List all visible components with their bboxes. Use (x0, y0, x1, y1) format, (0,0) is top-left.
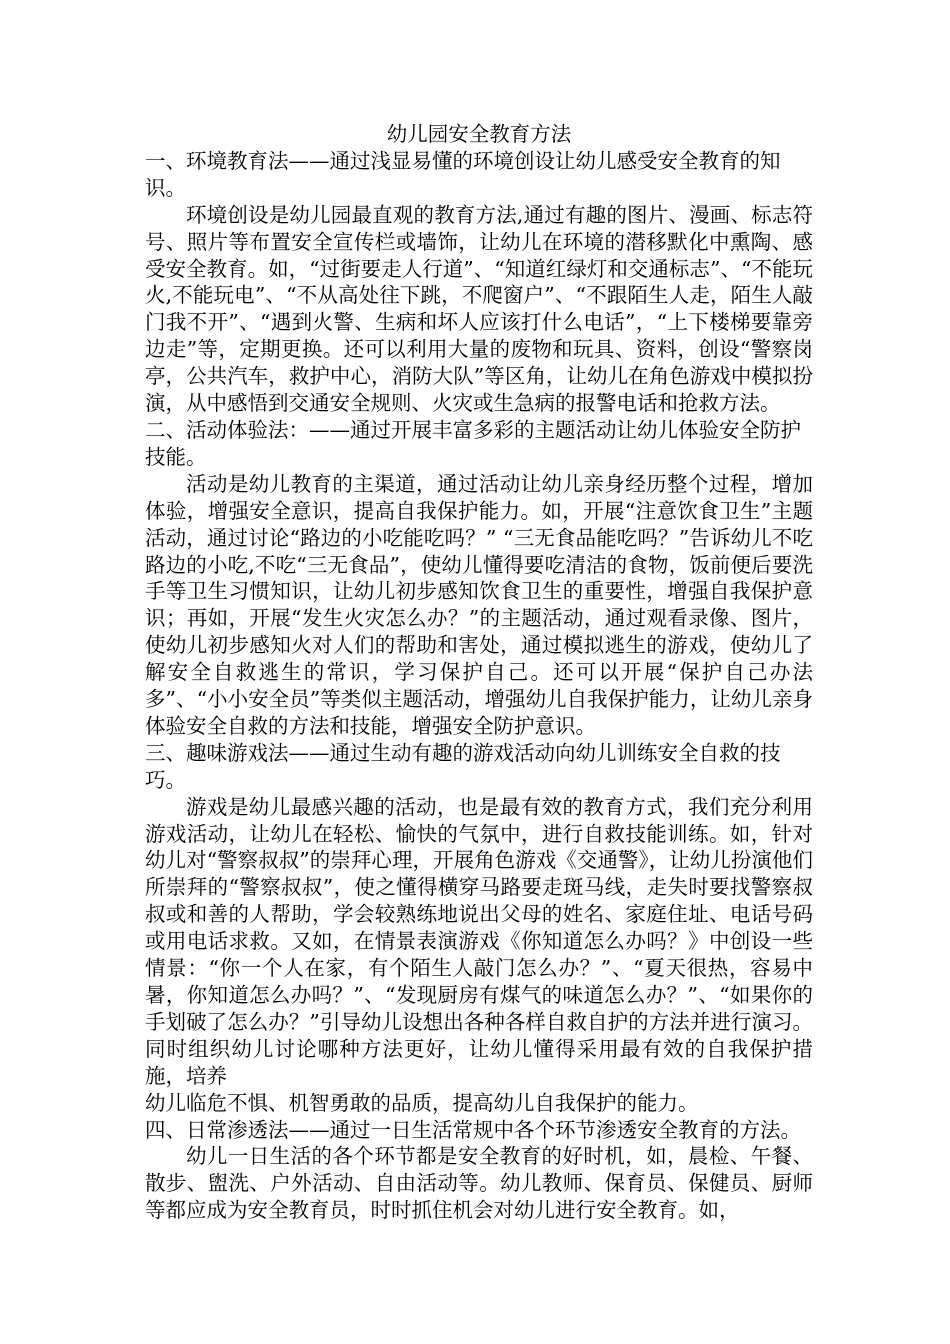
section-heading-4: 四、日常渗透法——通过一日生活常规中各个环节渗透安全教育的方法。 (145, 1117, 801, 1142)
section-paragraph-1: 环境创设是幼儿园最直观的教育方法,通过有趣的图片、漫画、标志符号、照片等布置安全宣传栏或墙饰，让幼儿在环境的潜移默化中熏陶、感受安全教育。如，“过街要走人行道”、“知道红绿灯和交通标志”、“不能玩火,不能玩电”、“不从高处往下跳，不爬窗户”、“不跟陌生人走，陌生人敲门我不开”、“遇到火警、生病和坏人应该打什么电话”，“上下楼梯要靠旁边走”等，定期更换。还可以利用大量的废物和玩具、资料，创设“警察岗亭，公共汽车，救护中心，消防大队”等区角，让幼儿在角色游戏中模拟扮演，从中感悟到交通安全规则、火灾或生急病的报警电话和抢救方法。 (145, 202, 813, 416)
section-heading-1: 一、环境教育法——通过浅显易懂的环境创设让幼儿感受安全教育的知识。 (145, 148, 781, 200)
section-heading-3: 三、趣味游戏法——通过生动有趣的游戏活动向幼儿训练安全自救的技巧。 (145, 740, 781, 792)
document-title: 幼儿园安全教育方法 (386, 122, 572, 146)
section-heading-2: 二、活动体验法：——通过开展丰富多彩的主题活动让幼儿体验安全防护技能。 (145, 417, 801, 469)
document-page (145, 121, 813, 1224)
section-paragraph-2: 活动是幼儿教育的主渠道，通过活动让幼儿亲身经历整个过程，增加体验，增强安全意识，提高自我保护能力。如，开展“注意饮食卫生”主题活动，通过讨论“路边的小吃能吃吗？” “三无食品能吃吗？”告诉幼儿不吃路边的小吃,不吃“三无食品”，使幼儿懂得要吃清洁的食物，饭前便后要洗手等卫生习惯知识，让幼儿初步感知饮食卫生的重要性，增强自我保护意识；再如，开展“发生火灾怎么办？”的主题活动，通过观看录像、图片，使幼儿初步感知火对人们的帮助和害处，通过模拟逃生的游戏，使幼儿了解安全自救逃生的常识，学习保护自己。还可以开展“保护自己办法多”、“小小安全员”等类似主题活动，增强幼儿自我保护能力，让幼儿亲身体验安全自救的方法和技能，增强安全防护意识。 (145, 471, 813, 738)
section-paragraph-4: 幼儿一日生活的各个环节都是安全教育的好时机，如，晨检、午餐、散步、盥洗、户外活动、自由活动等。幼儿教师、保育员、保健员、厨师等都应成为安全教育员，时时抓住机会对幼儿进行安全教育。如， (145, 1144, 813, 1223)
section-paragraph-3-continuation: 幼儿临危不惧、机智勇敢的品质，提高幼儿自我保护的能力。 (145, 1090, 699, 1115)
section-paragraph-3: 游戏是幼儿最感兴趣的活动，也是最有效的教育方式，我们充分利用游戏活动，让幼儿在轻松、愉快的气氛中，进行自救技能训练。如，针对幼儿对“警察叔叔”的崇拜心理，开展角色游戏《交通警》，让幼儿扮演他们所崇拜的“警察叔叔”，使之懂得横穿马路要走斑马线，走失时要找警察叔叔或和善的人帮助，学会较熟练地说出父母的姓名、家庭住址、电话号码或用电话求救。又如，在情景表演游戏《你知道怎么办吗？》中创设一些情景：“你一个人在家，有个陌生人敲门怎么办？”、“夏天很热，容易中暑，你知道怎么办吗？”、“发现厨房有煤气的味道怎么办？”、“如果你的手划破了怎么办？”引导幼儿设想出各种各样自救自护的方法并进行演习。同时组织幼儿讨论哪种方法更好，让幼儿懂得采用最有效的自我保护措施，培养 (145, 794, 813, 1088)
